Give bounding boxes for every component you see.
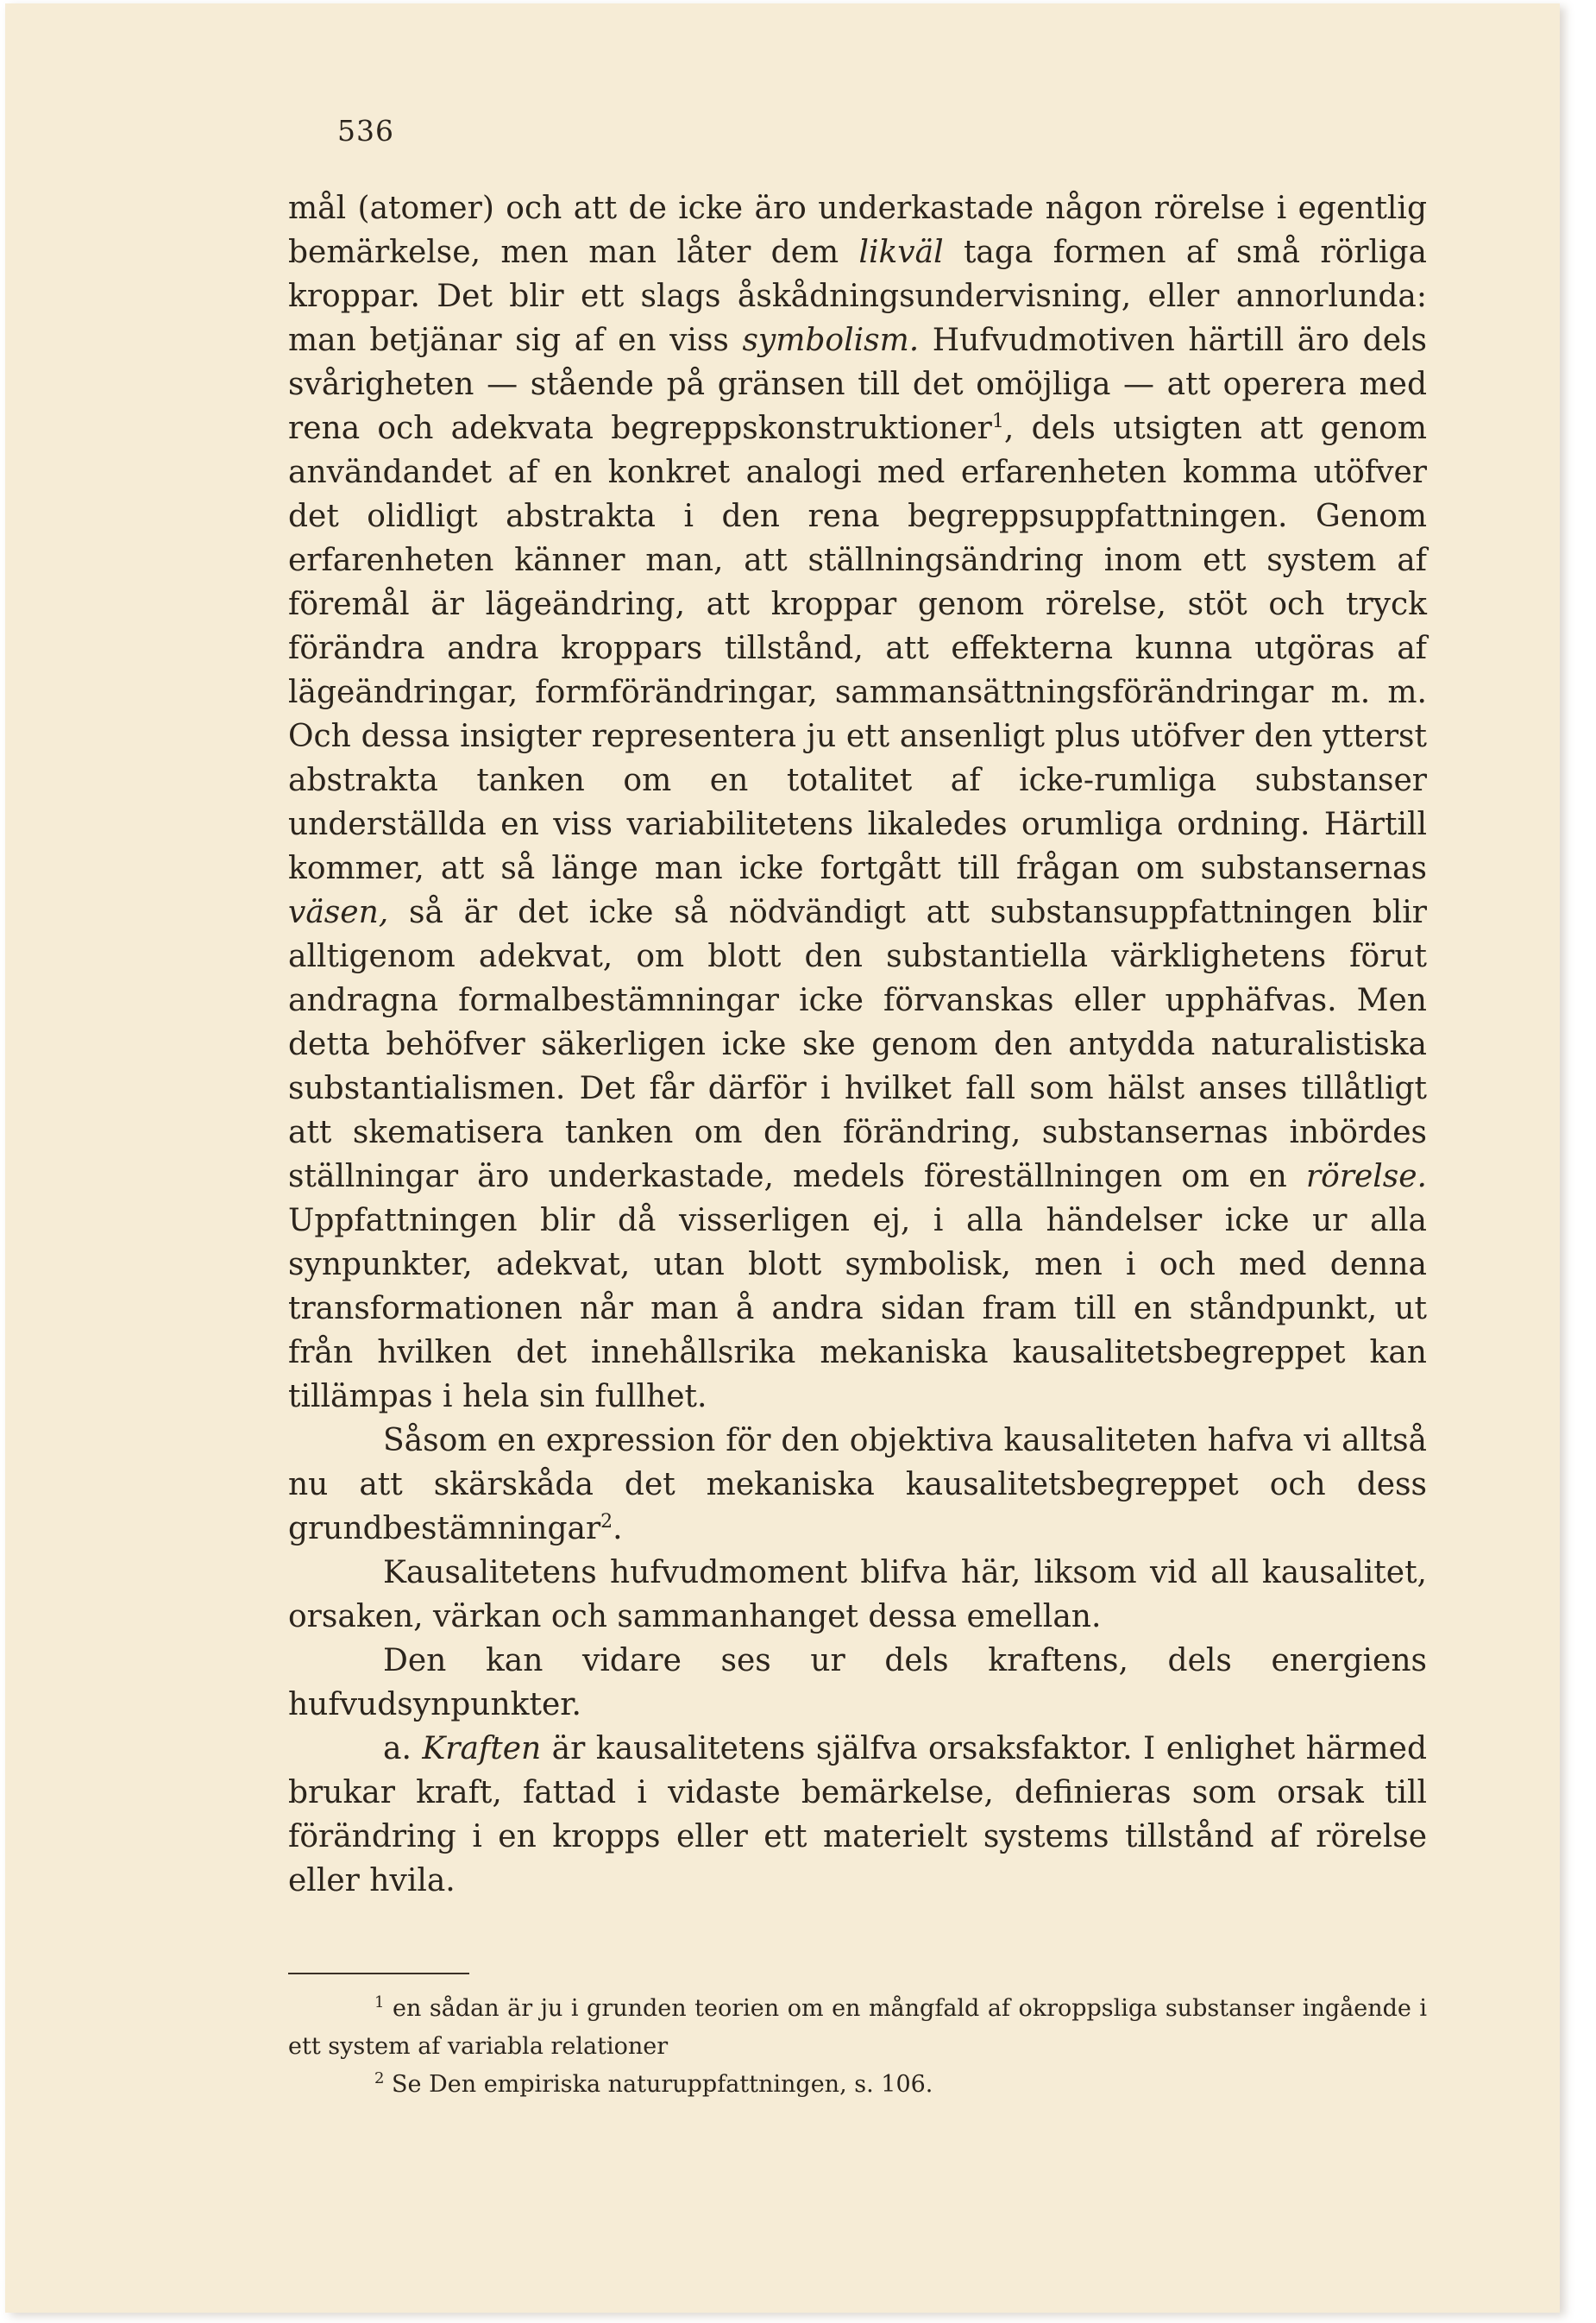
text-run: så är det icke så nödvändigt att substansuppfattningen blir alltigenom adekvat, om blott den substantiella värklighetens förut andragna formalbestämningar icke förvanskas eller upphäfvas. Men detta behöfver säkerligen icke ske genom den antydda naturalistiska substantialismen. Det får därför i hvilket fall som hälst anses tillåtligt att skematisera tanken om den förändring, substansernas inbördes ställningar äro underkastade, medels föreställningen om en — [288, 895, 1427, 1194]
text-run: a. — [383, 1731, 423, 1766]
emphasis-rorelse: rörelse. — [1305, 1159, 1427, 1194]
text-run: Hufvudmotiven härtill äro dels svårigheten — stående på gränsen till det omöjliga — att operera med rena och adekvata begreppskonstruktioner — [288, 323, 1427, 446]
emphasis-likval: likväl — [858, 235, 944, 270]
main-text — [288, 186, 1427, 1903]
text-run: mål (atomer) och att de icke äro underkastade någon rörelse i egentlig bemärkelse, men man låter dem — [288, 191, 1427, 270]
text-run: Såsom en expression för den objektiva kausaliteten hafva vi alltså nu att skärskåda det mekaniska kausalitetsbegreppet och dess grundbestämningar — [288, 1423, 1427, 1546]
text-run: Uppfattningen blir då visserligen ej, i alla händelser icke ur alla synpunkter, adekvat, utan blott symbolisk, men i och med denna transformationen når man å andra sidan fram till en ståndpunkt, ut från hvilken det innehållsrika mekaniska kausalitetsbegreppet kan tillämpas i hela sin fullhet. — [288, 1203, 1427, 1414]
text-run: taga formen af små rörliga kroppar. Det blir ett slags åskådningsundervisning, eller annorlunda: man betjänar sig af en viss — [288, 235, 1427, 358]
emphasis-kraften: Kraften — [422, 1731, 542, 1766]
paragraph-3: Kausalitetens hufvudmoment blifva här, liksom vid all kausalitet, orsaken, värkan och sammanhanget dessa emellan. — [288, 1555, 1427, 1634]
footnotes — [288, 1990, 1427, 2104]
footnote-2-mark: 2 — [374, 2069, 385, 2087]
paragraph-1 — [288, 186, 1427, 1419]
footnote-ref-1: 1 — [991, 411, 1004, 432]
paragraph-4: Den kan vidare ses ur dels kraftens, dels energiens hufvudsynpunkter. — [288, 1643, 1427, 1722]
footnote-1-mark: 1 — [374, 1993, 385, 2011]
footnote-2-text: Se Den empiriska naturuppfattningen, s. 106. — [384, 2071, 933, 2098]
footnote-2 — [288, 2066, 1427, 2104]
footnote-1-text: en sådan är ju i grunden teorien om en mångfald af okroppsliga substanser ingående i ett system af variabla relationer — [288, 1995, 1427, 2060]
footnote-divider — [288, 1973, 469, 1974]
emphasis-vasen: väsen, — [288, 895, 389, 930]
footnote-1 — [288, 1990, 1427, 2066]
text-run: är kausalitetens själfva orsaksfaktor. I enlighet härmed brukar kraft, fattad i vidaste bemärkelse, definieras som orsak till förändring i en kropps eller ett materielt systems tillstånd af rörelse eller hvila. — [288, 1731, 1427, 1898]
page-number: 536 — [337, 114, 394, 148]
emphasis-symbolism: symbolism. — [742, 323, 920, 358]
text-run: . — [613, 1511, 623, 1546]
book-page — [5, 3, 1560, 2313]
paragraph-5 — [288, 1727, 1427, 1903]
paragraph-2 — [288, 1419, 1427, 1551]
text-run: , dels utsigten att genom användandet af en konkret analogi med erfarenheten komma utöfver det olidligt abstrakta i den rena begreppsuppfattningen. Genom erfarenheten känner man, att ställningsändring inom ett system af föremål är lägeändring, att kroppar genom rörelse, stöt och tryck förändra andra kroppars tillstånd, att effekterna kunna utgöras af lägeändringar, formförändringar, sammansättningsförändringar m. m. Och dessa insigter representera ju ett ansenligt plus utöfver den ytterst abstrakta tanken om en totalitet af icke-rumliga substanser underställda en viss variabilitetens likaledes orumliga ordning. Härtill kommer, att så länge man icke fortgått till frågan om substansernas — [288, 411, 1427, 886]
footnote-ref-2: 2 — [600, 1511, 613, 1533]
